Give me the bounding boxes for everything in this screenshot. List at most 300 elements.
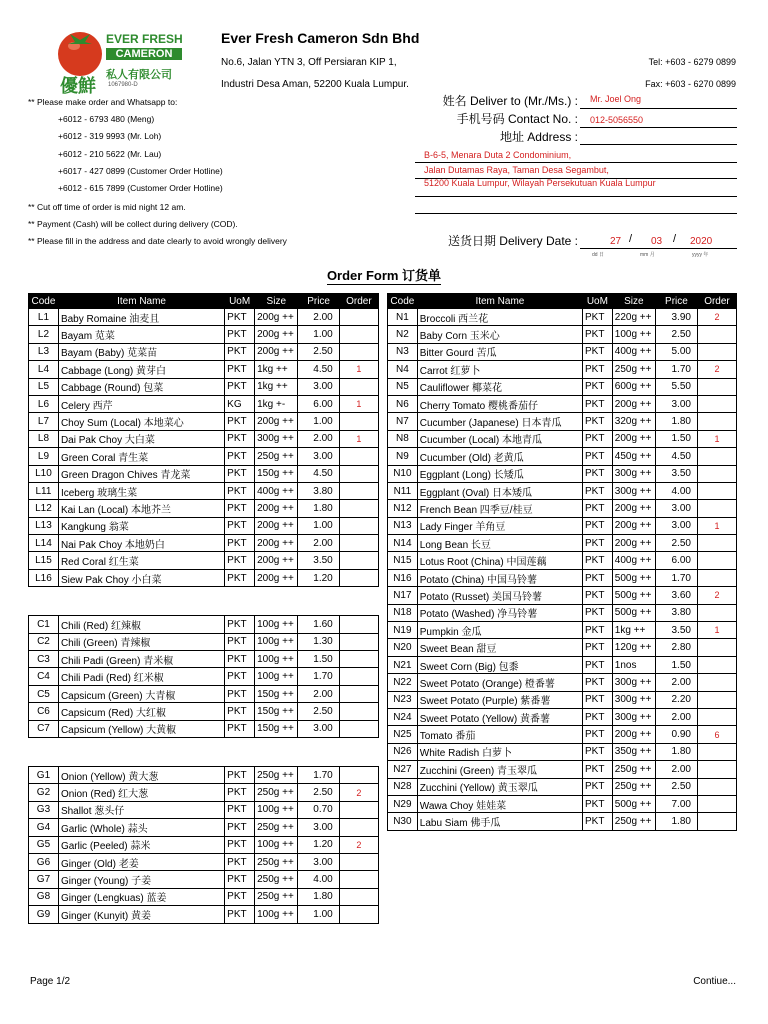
contact-value[interactable]: 012-5056550 xyxy=(590,115,644,125)
col-item-name: Item Name xyxy=(417,294,582,309)
item-size: 150g ++ xyxy=(255,465,298,482)
item-code: G2 xyxy=(29,784,59,801)
delivery-month[interactable]: 03 xyxy=(651,236,663,247)
item-size: 200g ++ xyxy=(255,343,298,360)
item-order[interactable] xyxy=(697,604,736,621)
item-order[interactable]: 2 xyxy=(697,309,736,326)
table-row xyxy=(388,674,737,691)
item-order[interactable] xyxy=(697,326,736,343)
item-name: Capsicum (Green) 大青椒 xyxy=(58,685,224,702)
table-row xyxy=(29,378,379,395)
item-code: N3 xyxy=(388,343,418,360)
item-uom: PKT xyxy=(225,651,255,668)
item-size: 100g ++ xyxy=(612,326,655,343)
item-order[interactable] xyxy=(339,888,378,905)
table-row xyxy=(388,708,737,725)
item-code: N11 xyxy=(388,482,418,499)
delivery-day[interactable]: 27 xyxy=(610,236,622,247)
table-row xyxy=(29,703,379,720)
item-code: N8 xyxy=(388,430,418,447)
item-name: Carrot 红萝卜 xyxy=(417,361,582,378)
item-order[interactable] xyxy=(339,517,378,534)
col-order: Order xyxy=(339,294,378,309)
item-uom: PKT xyxy=(583,674,613,691)
item-size: 250g ++ xyxy=(612,813,655,830)
item-uom: PKT xyxy=(583,708,613,725)
item-price: 0.90 xyxy=(655,726,697,743)
item-order[interactable] xyxy=(697,395,736,412)
item-size: 250g ++ xyxy=(255,888,298,905)
col-uom: UoM xyxy=(583,294,613,309)
item-code: N12 xyxy=(388,500,418,517)
item-order[interactable]: 2 xyxy=(697,361,736,378)
item-price: 2.00 xyxy=(298,309,339,326)
item-name: Red Coral 红生菜 xyxy=(58,552,224,569)
table-row xyxy=(29,430,379,447)
item-price: 1.20 xyxy=(298,569,339,586)
item-code: G4 xyxy=(29,819,59,836)
item-uom: PKT xyxy=(225,413,255,430)
note-fill: ** Please fill in the address and date clearly to avoid wrongly delivery xyxy=(28,236,287,246)
item-uom: PKT xyxy=(583,761,613,778)
item-order[interactable] xyxy=(339,309,378,326)
table-row xyxy=(29,309,379,326)
item-code: L16 xyxy=(29,569,59,586)
item-name: Baby Romaine 油麦且 xyxy=(58,309,224,326)
item-order[interactable]: 6 xyxy=(697,726,736,743)
item-size: 500g ++ xyxy=(612,604,655,621)
table-row xyxy=(29,361,379,378)
address-underline xyxy=(415,162,737,163)
item-price: 4.50 xyxy=(298,465,339,482)
item-name: Cabbage (Round) 包菜 xyxy=(58,378,224,395)
date-hint-yyyy: yyyy 年 xyxy=(692,252,709,258)
item-name: Sweet Potato (Yellow) 黄番薯 xyxy=(417,708,582,725)
item-order[interactable] xyxy=(339,906,378,923)
item-price: 2.00 xyxy=(655,708,697,725)
item-price: 1.70 xyxy=(298,668,339,685)
item-order[interactable]: 1 xyxy=(697,430,736,447)
item-size: 250g ++ xyxy=(255,784,298,801)
item-name: Iceberg 玻璃生菜 xyxy=(58,482,224,499)
item-name: Pumpkin 金瓜 xyxy=(417,622,582,639)
table-row xyxy=(388,361,737,378)
item-code: L15 xyxy=(29,552,59,569)
item-uom: PKT xyxy=(225,430,255,447)
item-uom: PKT xyxy=(225,906,255,923)
phone-line: +6012 - 615 7899 (Customer Order Hotline) xyxy=(58,183,223,193)
table-row xyxy=(29,326,379,343)
item-order[interactable]: 1 xyxy=(339,395,378,412)
item-size: 100g ++ xyxy=(255,633,298,650)
table-header-row xyxy=(388,294,737,309)
table-row xyxy=(388,535,737,552)
item-size: 350g ++ xyxy=(612,743,655,760)
item-uom: PKT xyxy=(583,361,613,378)
col-price: Price xyxy=(298,294,339,309)
item-order[interactable] xyxy=(339,703,378,720)
item-uom: PKT xyxy=(583,604,613,621)
item-size: 300g ++ xyxy=(255,430,298,447)
item-uom: PKT xyxy=(583,813,613,830)
item-code: N13 xyxy=(388,517,418,534)
item-size: 200g ++ xyxy=(255,500,298,517)
col-code: Code xyxy=(388,294,418,309)
item-price: 1.70 xyxy=(655,361,697,378)
item-uom: PKT xyxy=(583,482,613,499)
item-uom: PKT xyxy=(225,633,255,650)
table-row xyxy=(29,685,379,702)
item-price: 1.30 xyxy=(298,633,339,650)
item-order[interactable] xyxy=(697,778,736,795)
table-row xyxy=(29,766,379,783)
table-row xyxy=(388,656,737,673)
item-code: L11 xyxy=(29,482,59,499)
phone-line: +6012 - 6793 480 (Meng) xyxy=(58,114,155,124)
item-order[interactable] xyxy=(697,552,736,569)
item-order[interactable] xyxy=(697,535,736,552)
page-number: Page 1/2 xyxy=(30,976,71,987)
item-uom: PKT xyxy=(225,326,255,343)
table-row xyxy=(388,343,737,360)
item-order[interactable] xyxy=(697,500,736,517)
item-name: Potato (China) 中国马铃薯 xyxy=(417,569,582,586)
item-size: 500g ++ xyxy=(612,587,655,604)
table-header-row xyxy=(29,294,379,309)
item-order[interactable] xyxy=(339,651,378,668)
company-name: Ever Fresh Cameron Sdn Bhd xyxy=(221,30,420,46)
item-size: 600g ++ xyxy=(612,378,655,395)
contact-label: 手机号码 Contact No. : xyxy=(456,112,578,126)
fax: Fax: +603 - 6270 0899 xyxy=(645,79,736,89)
item-price: 1.80 xyxy=(298,500,339,517)
item-name: Cauliflower 椰菜花 xyxy=(417,378,582,395)
item-code: L6 xyxy=(29,395,59,412)
item-size: 300g ++ xyxy=(612,465,655,482)
item-uom: PKT xyxy=(225,552,255,569)
item-size: 200g ++ xyxy=(612,430,655,447)
item-code: L12 xyxy=(29,500,59,517)
item-name: Bayam 苋菜 xyxy=(58,326,224,343)
item-size: 200g ++ xyxy=(255,552,298,569)
item-code: N28 xyxy=(388,778,418,795)
table-row xyxy=(388,622,737,639)
item-price: 1.80 xyxy=(655,413,697,430)
item-code: G3 xyxy=(29,801,59,818)
item-uom: PKT xyxy=(583,622,613,639)
item-uom: PKT xyxy=(583,500,613,517)
item-size: 200g ++ xyxy=(255,517,298,534)
item-order[interactable]: 1 xyxy=(339,361,378,378)
item-order[interactable] xyxy=(339,552,378,569)
item-price: 3.80 xyxy=(298,482,339,499)
item-code: L1 xyxy=(29,309,59,326)
item-order[interactable] xyxy=(339,343,378,360)
address-value-line[interactable]: Jalan Dutamas Raya, Taman Desa Segambut, xyxy=(424,165,609,175)
table-row xyxy=(388,587,737,604)
delivery-year[interactable]: 2020 xyxy=(690,236,713,247)
item-price: 2.20 xyxy=(655,691,697,708)
table-row xyxy=(388,413,737,430)
table-row xyxy=(29,343,379,360)
item-name: Onion (Yellow) 黄大葱 xyxy=(58,766,224,783)
table-row xyxy=(29,500,379,517)
item-order[interactable] xyxy=(339,465,378,482)
item-size: 150g ++ xyxy=(255,703,298,720)
item-name: Eggplant (Oval) 日本矮瓜 xyxy=(417,482,582,499)
item-price: 2.50 xyxy=(655,326,697,343)
table-row xyxy=(388,569,737,586)
item-name: French Bean 四季豆/桂豆 xyxy=(417,500,582,517)
table-row xyxy=(29,819,379,836)
table-row xyxy=(388,604,737,621)
col-uom: UoM xyxy=(225,294,255,309)
item-name: Green Coral 青生菜 xyxy=(58,448,224,465)
item-order[interactable] xyxy=(339,685,378,702)
item-name: Ginger (Old) 老姜 xyxy=(58,853,224,870)
item-size: 1nos xyxy=(612,656,655,673)
item-name: Tomato 番茄 xyxy=(417,726,582,743)
item-code: G6 xyxy=(29,853,59,870)
item-name: Kai Lan (Local) 本地芥兰 xyxy=(58,500,224,517)
item-uom: PKT xyxy=(583,656,613,673)
item-order[interactable] xyxy=(697,708,736,725)
item-order[interactable] xyxy=(697,448,736,465)
item-order[interactable] xyxy=(697,343,736,360)
item-price: 6.00 xyxy=(298,395,339,412)
item-order[interactable] xyxy=(339,819,378,836)
item-size: 200g ++ xyxy=(255,309,298,326)
item-name: Zucchini (Yellow) 黄玉翠瓜 xyxy=(417,778,582,795)
item-order[interactable] xyxy=(697,691,736,708)
item-name: Sweet Corn (Big) 包黍 xyxy=(417,656,582,673)
item-code: C5 xyxy=(29,685,59,702)
contact-underline xyxy=(580,127,737,128)
item-price: 3.60 xyxy=(655,587,697,604)
table-row xyxy=(388,639,737,656)
item-name: Onion (Red) 红大葱 xyxy=(58,784,224,801)
item-order[interactable] xyxy=(339,871,378,888)
item-order[interactable] xyxy=(697,761,736,778)
item-price: 4.00 xyxy=(655,482,697,499)
item-price: 3.50 xyxy=(655,622,697,639)
table-row xyxy=(388,326,737,343)
item-size: 300g ++ xyxy=(612,482,655,499)
table-row xyxy=(388,517,737,534)
item-size: 250g ++ xyxy=(255,871,298,888)
phone-line: +6012 - 319 9993 (Mr. Loh) xyxy=(58,131,162,141)
table-row xyxy=(388,813,737,830)
deliver-to-value[interactable]: Mr. Joel Ong xyxy=(590,94,642,104)
item-uom: PKT xyxy=(225,871,255,888)
item-size: 200g ++ xyxy=(255,326,298,343)
item-order[interactable] xyxy=(339,378,378,395)
item-name: Chili (Red) 红辣椒 xyxy=(58,616,224,633)
item-order[interactable] xyxy=(697,482,736,499)
item-uom: PKT xyxy=(583,587,613,604)
item-size: 100g ++ xyxy=(255,616,298,633)
item-order[interactable] xyxy=(339,482,378,499)
item-order[interactable] xyxy=(697,413,736,430)
item-uom: PKT xyxy=(225,819,255,836)
item-order[interactable] xyxy=(697,465,736,482)
table-row xyxy=(388,552,737,569)
table-row xyxy=(388,430,737,447)
item-price: 0.70 xyxy=(298,801,339,818)
item-size: 250g ++ xyxy=(255,853,298,870)
item-price: 1.60 xyxy=(298,616,339,633)
item-code: N26 xyxy=(388,743,418,760)
item-order[interactable] xyxy=(697,569,736,586)
item-name: Choy Sum (Local) 本地菜心 xyxy=(58,413,224,430)
item-name: Celery 西芹 xyxy=(58,395,224,412)
item-uom: PKT xyxy=(583,639,613,656)
item-price: 3.50 xyxy=(298,552,339,569)
item-code: G7 xyxy=(29,871,59,888)
item-order[interactable] xyxy=(697,743,736,760)
item-price: 5.50 xyxy=(655,378,697,395)
item-code: L3 xyxy=(29,343,59,360)
item-uom: PKT xyxy=(225,784,255,801)
logo-text-chinese-sub: 私人有限公司 xyxy=(106,69,172,81)
item-code: N30 xyxy=(388,813,418,830)
company-logo xyxy=(52,26,192,108)
note-cutoff: ** Cut off time of order is mid night 12 am. xyxy=(28,202,186,212)
item-code: N2 xyxy=(388,326,418,343)
item-order[interactable] xyxy=(339,448,378,465)
item-uom: KG xyxy=(225,395,255,412)
table-row xyxy=(29,552,379,569)
item-uom: PKT xyxy=(225,309,255,326)
item-price: 3.00 xyxy=(298,853,339,870)
item-uom: PKT xyxy=(225,668,255,685)
item-uom: PKT xyxy=(225,703,255,720)
item-name: Cucumber (Old) 老黄瓜 xyxy=(417,448,582,465)
item-uom: PKT xyxy=(225,853,255,870)
item-price: 2.50 xyxy=(298,784,339,801)
item-uom: PKT xyxy=(225,535,255,552)
item-name: Lady Finger 羊角豆 xyxy=(417,517,582,534)
item-name: Ginger (Young) 子姜 xyxy=(58,871,224,888)
item-price: 1.70 xyxy=(655,569,697,586)
date-hint-mm: mm 月 xyxy=(640,252,655,258)
item-order[interactable] xyxy=(339,801,378,818)
item-name: Ginger (Lengkuas) 蓝姜 xyxy=(58,888,224,905)
item-order[interactable] xyxy=(339,853,378,870)
item-uom: PKT xyxy=(583,465,613,482)
item-size: 100g ++ xyxy=(255,906,298,923)
item-size: 400g ++ xyxy=(612,343,655,360)
deliver-to-label: 姓名 Deliver to (Mr./Ms.) : xyxy=(442,94,578,108)
address-value-line[interactable]: B-6-5, Menara Duta 2 Condominium, xyxy=(424,150,572,160)
col-size: Size xyxy=(612,294,655,309)
item-size: 250g ++ xyxy=(255,766,298,783)
item-order[interactable] xyxy=(339,326,378,343)
item-uom: PKT xyxy=(225,361,255,378)
table-row xyxy=(29,651,379,668)
item-uom: PKT xyxy=(225,766,255,783)
item-order[interactable] xyxy=(339,668,378,685)
item-order[interactable] xyxy=(697,674,736,691)
item-code: N14 xyxy=(388,535,418,552)
item-order[interactable] xyxy=(697,378,736,395)
item-order[interactable]: 2 xyxy=(339,784,378,801)
item-price: 1.80 xyxy=(655,743,697,760)
item-code: C3 xyxy=(29,651,59,668)
item-price: 2.00 xyxy=(298,430,339,447)
item-order[interactable] xyxy=(339,766,378,783)
item-uom: PKT xyxy=(583,448,613,465)
item-order[interactable] xyxy=(339,535,378,552)
phone-line: +6017 - 427 0899 (Customer Order Hotline) xyxy=(58,166,223,176)
item-order[interactable] xyxy=(339,500,378,517)
item-code: N15 xyxy=(388,552,418,569)
col-item-name: Item Name xyxy=(58,294,224,309)
item-name: Garlic (Peeled) 蒜米 xyxy=(58,836,224,853)
item-order[interactable]: 2 xyxy=(697,587,736,604)
item-order[interactable] xyxy=(339,413,378,430)
item-uom: PKT xyxy=(225,448,255,465)
table-row xyxy=(29,801,379,818)
item-order[interactable] xyxy=(339,569,378,586)
item-code: L5 xyxy=(29,378,59,395)
item-name: Potato (Washed) 净马铃薯 xyxy=(417,604,582,621)
item-order[interactable]: 1 xyxy=(339,430,378,447)
item-code: L9 xyxy=(29,448,59,465)
item-price: 1.00 xyxy=(298,413,339,430)
item-order[interactable] xyxy=(339,633,378,650)
item-order[interactable] xyxy=(339,616,378,633)
item-order[interactable]: 1 xyxy=(697,517,736,534)
table-row xyxy=(29,465,379,482)
table-row xyxy=(388,448,737,465)
item-size: 400g ++ xyxy=(255,482,298,499)
item-code: L10 xyxy=(29,465,59,482)
item-size: 100g ++ xyxy=(255,668,298,685)
item-code: C7 xyxy=(29,720,59,737)
item-price: 3.00 xyxy=(655,500,697,517)
table-row xyxy=(388,482,737,499)
address-value-line[interactable]: 51200 Kuala Lumpur, Wilayah Persekutuan Kuala Lumpur xyxy=(424,178,656,188)
item-price: 2.50 xyxy=(655,778,697,795)
item-order[interactable] xyxy=(697,639,736,656)
item-name: Green Dragon Chives 青龙菜 xyxy=(58,465,224,482)
item-order[interactable] xyxy=(697,656,736,673)
item-price: 2.00 xyxy=(298,685,339,702)
item-code: N22 xyxy=(388,674,418,691)
item-order[interactable] xyxy=(697,795,736,812)
item-uom: PKT xyxy=(583,517,613,534)
item-size: 150g ++ xyxy=(255,720,298,737)
item-size: 250g ++ xyxy=(255,819,298,836)
table-row xyxy=(29,395,379,412)
item-order[interactable]: 2 xyxy=(339,836,378,853)
item-name: Potato (Russet) 美国马铃薯 xyxy=(417,587,582,604)
date-underline xyxy=(580,248,737,249)
item-order[interactable]: 1 xyxy=(697,622,736,639)
item-uom: PKT xyxy=(225,569,255,586)
item-size: 200g ++ xyxy=(612,517,655,534)
item-name: Baby Corn 玉米心 xyxy=(417,326,582,343)
item-code: N9 xyxy=(388,448,418,465)
spacer-row xyxy=(29,587,379,616)
item-name: Sweet Bean 甜豆 xyxy=(417,639,582,656)
item-uom: PKT xyxy=(583,552,613,569)
item-uom: PKT xyxy=(225,888,255,905)
item-order[interactable] xyxy=(697,813,736,830)
item-order[interactable] xyxy=(339,720,378,737)
item-name: Wawa Choy 娃娃菜 xyxy=(417,795,582,812)
